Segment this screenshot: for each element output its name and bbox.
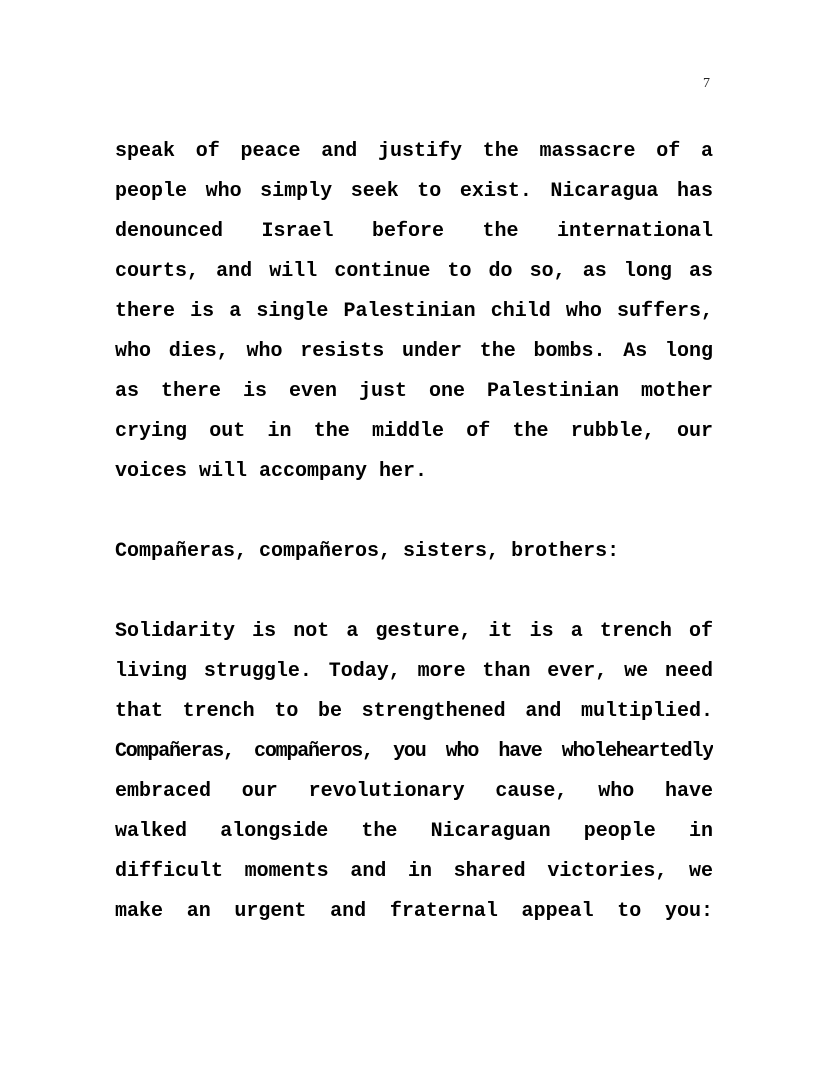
paragraph-gap [115,572,713,612]
text-line: Compañeras, compañeros, you who have wholeheartedly [115,740,713,763]
text-line: who dies, who resists under the bombs. As long [115,340,713,363]
text-line: speak of peace and justify the massacre of a [115,140,713,163]
text-line: make an urgent and fraternal appeal to you: [115,900,713,923]
text-line: as there is even just one Palestinian mother [115,380,713,403]
paragraph-gap [115,492,713,532]
salutation: Compañeras, compañeros, sisters, brothers: [115,540,620,563]
paragraph-2 [115,612,713,932]
text-line: crying out in the middle of the rubble, our [115,420,713,443]
text-line: people who simply seek to exist. Nicaragua has [115,180,713,203]
text-line: there is a single Palestinian child who suffers, [115,300,713,323]
text-line: courts, and will continue to do so, as long as [115,260,713,283]
paragraph-1 [115,132,713,492]
document-body [115,132,713,932]
text-line: Solidarity is not a gesture, it is a trench of [115,620,713,643]
text-line: living struggle. Today, more than ever, we need [115,660,713,683]
text-line: embraced our revolutionary cause, who have [115,780,713,803]
text-line: voices will accompany her. [115,460,428,483]
page-number: 7 [703,76,710,91]
text-line: difficult moments and in shared victories, we [115,860,713,883]
text-line: walked alongside the Nicaraguan people in [115,820,713,843]
text-line: that trench to be strengthened and multiplied. [115,700,713,723]
text-line: denounced Israel before the international [115,220,713,243]
